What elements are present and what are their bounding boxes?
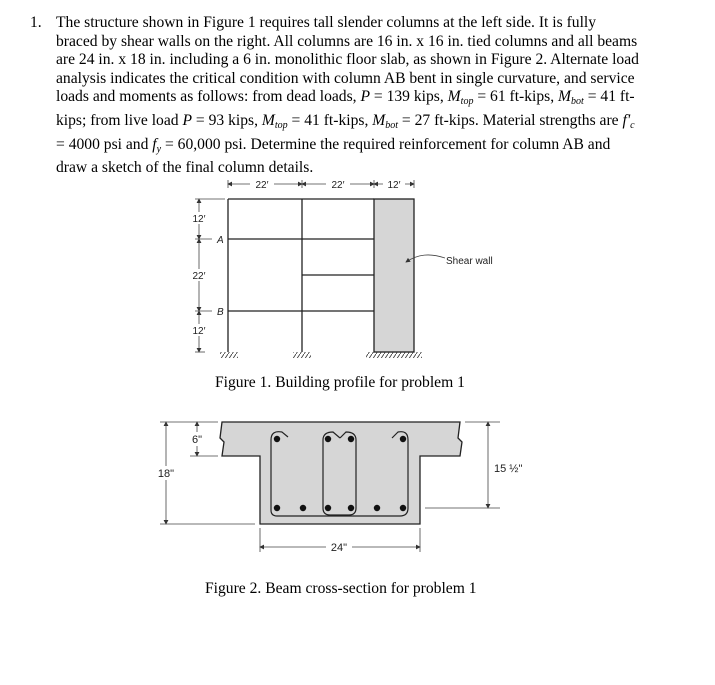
figure-1-building-profile: [192, 180, 445, 358]
point-a-label: A: [217, 235, 224, 246]
span-mid-label: 22′: [331, 180, 345, 191]
shear-wall: [374, 199, 414, 352]
width-label: 24": [330, 542, 348, 554]
height-top-label: 12′: [192, 214, 206, 225]
variable: M: [261, 111, 275, 129]
subscript: top: [274, 119, 288, 131]
text-segment: draw a sketch of the final column details.: [56, 159, 314, 177]
variable: M: [372, 111, 386, 129]
text-segment: = 27 ft-kips. Material strengths are: [398, 111, 623, 129]
figure-2-beam-section: [154, 422, 522, 554]
text-segment: are 24 in. x 18 in. including a 6 in. monolithic floor slab, as shown in Figure 2. Alternate load: [56, 51, 639, 69]
subscript: top: [460, 96, 474, 108]
text-segment: The structure shown in Figure 1 requires tall slender columns at the left side. It is fully: [56, 14, 597, 31]
span-left-label: 22′: [255, 180, 269, 191]
text-segment: = 4000 psi and: [56, 135, 153, 153]
text-segment: braced by shear walls on the right. All columns are 16 in. x 16 in. tied columns and all beams: [56, 32, 638, 50]
text-segment: = 93 kips,: [192, 111, 262, 129]
text-segment: = 61 ft-kips,: [473, 88, 559, 106]
figure-2-caption: Figure 2. Beam cross-section for problem 1: [205, 580, 477, 597]
text-segment: = 139 kips,: [370, 88, 448, 106]
variable: M: [558, 88, 572, 106]
height-bottom-label: 12′: [192, 326, 206, 337]
text-segment: kips; from live load: [56, 111, 183, 129]
subscript: bot: [385, 119, 399, 131]
subscript: bot: [571, 96, 584, 108]
support-middle: [293, 352, 311, 358]
text-segment: = 41 ft-: [583, 88, 635, 106]
height-mid-label: 22′: [192, 271, 206, 282]
text-segment: = 60,000 psi. Determine the required reinforcement for column AB and: [161, 135, 611, 153]
effective-depth-label: 15 ½": [494, 463, 523, 475]
support-left: [220, 352, 238, 358]
text-segment: loads and moments as follows: from dead loads,: [56, 88, 361, 106]
variable: f: [152, 135, 157, 153]
slab-depth-label: 6": [191, 434, 203, 446]
point-b-label: B: [217, 307, 224, 318]
subscript: y: [156, 143, 162, 155]
text-segment: = 41 ft-kips,: [287, 111, 373, 129]
figure-1-caption: Figure 1. Building profile for problem 1: [215, 374, 465, 391]
variable: P: [182, 111, 192, 129]
variable: P: [360, 88, 370, 106]
variable: f': [622, 111, 631, 129]
span-right-label: 12′: [387, 180, 401, 191]
support-wall: [366, 352, 422, 358]
subscript: c: [630, 119, 635, 131]
total-depth-label: 18": [157, 468, 175, 480]
problem-number: 1.: [30, 14, 42, 31]
variable: M: [447, 88, 461, 106]
shear-wall-label: Shear wall: [446, 256, 493, 267]
text-segment: analysis indicates the critical condition with column AB bent in single curvature, and service: [56, 69, 635, 87]
